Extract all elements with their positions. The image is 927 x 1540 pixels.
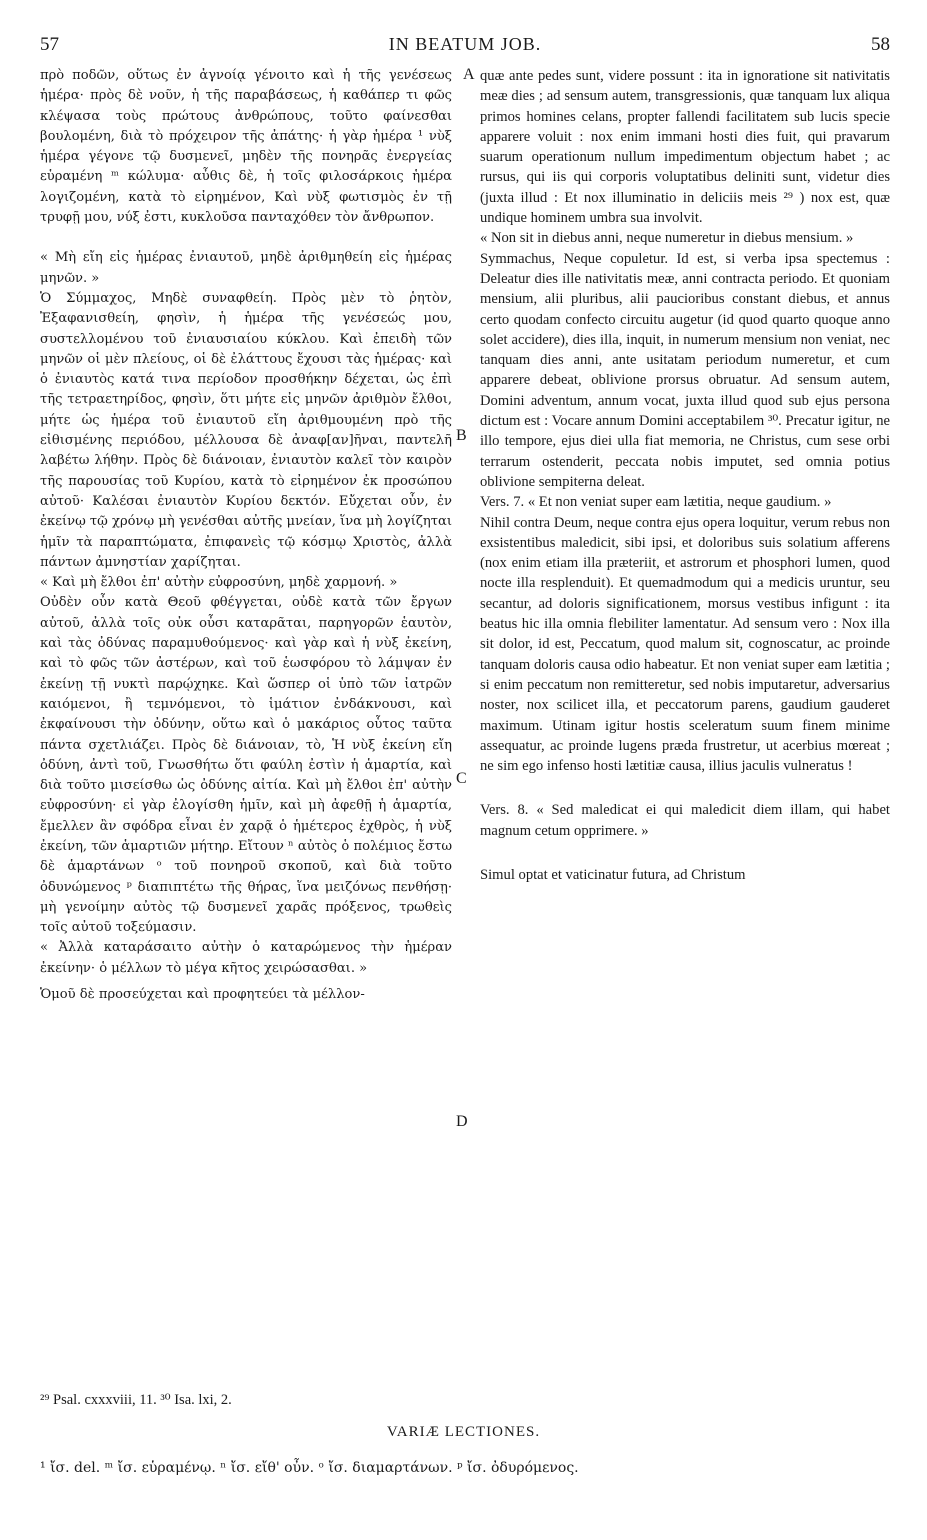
latin-verse-heading: Vers. 8. « Sed maledicat ei qui maledicit diem illam, qui habet magnum cetum opprimere. »: [480, 802, 890, 839]
latin-verse-heading: Vers. 7. « Et non veniat super eam lætitia, neque gaudium. »: [480, 494, 832, 511]
column-marker-d: D: [456, 1113, 468, 1130]
greek-lemma: « Καὶ μὴ ἔλθοι ἐπ' αὐτὴν εὐφροσύνη, μηδὲ χαρμονή. »: [40, 575, 398, 591]
latin-paragraph: Simul optat et vaticinatur futura, ad Christum: [480, 866, 746, 883]
latin-paragraph: quæ ante pedes sunt, videre possunt : ita in ignoratione sit nativitatis meæ dies ; ad sensum autem, transgressionis, quæ tanquam lux aliqua primos homines celans, propter fallendi facilitatem sub lucis specie apparere voluit : nox enim immani hosti dies fuit, qui pravarum suarum operationum nullum impedimentum objectum habet ; ac rursus, qui iis qui corporis voluptatibus deliniti sunt, videtur dies (juxta illud : Et nox illuminatio in deliciis meis ²⁹ ) nox est, quæ undique hominem umbra sua involvit.: [480, 68, 890, 227]
greek-paragraph: Οὐδὲν οὖν κατὰ Θεοῦ φθέγγεται, οὐδὲ κατὰ τῶν ἔργων αὐτοῦ, ἀλλὰ τοῖς οὐκ οὖσι καταρᾶται, παρηγορῶν ἑαυτὸν, καὶ τὰς ὀδύνας παραμυθούμενος· καὶ γὰρ καὶ ἡ νὺξ ἐκείνη, καὶ τὸ φῶς τῶν ἀστέρων, καὶ τοῦ ἑωσφόρου τὸ λάμψαν ἐν ἐκείνῃ τῇ νυκτὶ παρῴχηκε. Καὶ ὥσπερ οἱ ὑπὸ τῶν ἰατρῶν καιόμενοι, ἢ τεμνόμενοι, τὸ ἱμάτιον ἐνδάκνουσι, καὶ ἐκφαίνουσι τὴν ὀδύνην, οὕτω καὶ ὁ μακάριος οὗτος ταῦτα πάντα σχετλιάζει. Πρὸς δὲ διάνοιαν, τὸ, Ἡ νὺξ ἐκείνη εἴη ὀδύνη, ἀντὶ τοῦ, Γνωσθήτω ὅτι φαύλη ἐστὶν ἡ ἁμαρτία, καὶ διὰ τοῦτο μισείσθω ὡς ὀδύνης αἰτία. Καὶ μὴ ἔλθοι ἐπ' αὐτὴν εὐφροσύνη· εἰ γὰρ ἐλογίσθη ἡμῖν, καὶ μὴ ἀφεθῇ ἡ ἁμαρτία, ἔμελλεν ἂν σφόδρα εἶναι ἐν χαρᾷ ὁ ἡμέτερος ἐχθρὸς, ἡ νὺξ ἐκείνη, τῶν ἁμαρτιῶν μήτηρ. Εἴτουν ⁿ αὐτὸς ὁ πολέμιος ἔστω δὲ ἁμαρτάνων ᵒ τοῦ πονηροῦ σκοποῦ, καὶ διὰ τοῦτο ὀδυνώμενος ᵖ διαπιπτέτω τῆς θήρας, ἵνα μειζόνως πενθήσῃ· μὴ γενοίμην αὐτὸς τῷ δυσμενεῖ χαρᾶς πρόξενος, τρωθεὶς τοῖς αὐτοῦ τοξεύμασιν.: [40, 595, 452, 936]
greek-lemma: « Μὴ εἴη εἰς ἡμέρας ἐνιαυτοῦ, μηδὲ ἀριθμηθείη εἰς ἡμέρας μηνῶν. »: [40, 250, 452, 286]
latin-paragraph: Symmachus, Neque copuletur. Id est, si verba ipsa spectemus : Deleatur dies ille nativitatis meæ, anni contracta periodo. Et quoniam mensium, alii pluribus, alii paucioribus constant diebus, et annus certo quodam confecto circuitu augetur (id quod quarto quoque anno solet accidere), dies illa, inquit, in numerum mensium non veniat, nec tanquam dies anni, ante usitatam periodum numeretur, et cum apparere debeat, oblivione prorsus obruatur. Ad sensum autem, Domini adventum, annum vocat, juxta illud quod sub ejus persona dictum est : Vocare annum Domini acceptabilem ³⁰. Precatur igitur, ne illo tempore, ejus diei ulla fiat memoria, ne Christus, cum sese orbi terrarum ostenderit, peccata nobis imputet, sed omnia potius oblivione sempiterna deleat.: [480, 250, 890, 490]
varia-lectiones-title: VARIÆ LECTIONES.: [386, 1424, 541, 1440]
latin-paragraph: Nihil contra Deum, neque contra ejus opera loquitur, verum rebus non exsistentibus maledicit, sibi ipsi, et doloribus suis solatium afferens (nox enim etiam illa præteriit, et astrorum et phosphori lumen, quod nocte illa resplenduit). Et quemadmodum qui a medicis uruntur, seu secantur, ad doloris significationem, morsus vestibus infigunt : ita beatus hic illa omnia flebiliter lamentatur. Ad sensum vero : Nox illa sit dolor, id est, Peccatum, quod malum sit, cognoscatur, ac proinde tanquam doloris causa odio habeatur. Et non veniat super eam lætitia ; si enim peccatum non remitteretur, sed nobis imputaretur, adversarius noster, nox scilicet illa, et peccatorum parens, gaudium gauderet maximum. Utinam igitur hostis sceleratum suum finem minime assequatur, ac proinde lugens præda frustretur, ut acerbius mœreat ; ne sim ego infenso hosti lætitiæ causa, illius jaculis vulneratus !: [480, 514, 890, 775]
page-header: [40, 34, 890, 60]
running-title: IN BEATUM JOB.: [388, 34, 542, 54]
latin-column: [480, 66, 890, 885]
latin-lemma: « Non sit in diebus anni, neque numeretur in diebus mensium. »: [480, 230, 854, 247]
greek-paragraph: Ὁ Σύμμαχος, Μηδὲ συναφθείη. Πρὸς μὲν τὸ ῥητὸν, Ἐξαφανισθείη, φησὶν, ἡ ἡμέρα τῆς γενέσεώς μου, συστελλομένου τοῦ ἐνιαυσιαίου κύκλου. Καὶ ἐπειδὴ τῶν μηνῶν οἱ μὲν πλείους, οἱ δὲ ἐλάττους ἔχουσι τὰς ἡμέρας· καὶ ὁ ἐνιαυτὸς κατά τινα περίοδον προσθήκην δέχεται, ὡς ἐπὶ τῆς τετραετηρίδος, φησὶν, ὅτι μήτε εἰς μηνῶν ἀριθμὸν ἔλθοι, μήτε ὡς ἡμέρα τοῦ ἐνιαυτοῦ εἴη ἀριθμουμένη πρὸ τῆς εἰθισμένης περιόδου, μέλλουσα δὲ ἀναφ[αν]ῆναι, παντελῆ λαβέτω λήθην. Πρὸς δὲ διάνοιαν, ἐνιαυτὸν καλεῖ τὸν καιρὸν τῆς παρουσίας τοῦ Κυρίου, κατὰ τὸ εἰρημένον ἐκ προσώπου αὐτοῦ· Καλέσαι ἐνιαυτὸν Κυρίου δεκτόν. Εὔχεται οὖν, ἐν ἐκείνῳ τῷ χρόνῳ μὴ γενέσθαι αὐτῆς μνείαν, ἵνα μὴ λογίζηται ἡμῖν τὰ παραπτώματα, ἐπιφανεὶς τῷ κόσμῳ Χριστὸς, ἀλλὰ πάντων ἀμνηστίαν χαρίζηται.: [40, 290, 452, 570]
page-number-left: 57: [40, 34, 59, 55]
column-marker-b: B: [456, 427, 467, 444]
footnotes: ²⁹ Psal. cxxxviii, 11. ³⁰ Isa. lxi, 2.: [40, 1392, 232, 1408]
greek-lemma: « Ἀλλὰ καταράσαιτο αὐτὴν ὁ καταρώμενος τὴν ἡμέραν ἐκείνην· ὁ μέλλων τὸ μέγα κῆτος χειρώσασθαι. »: [40, 940, 452, 976]
greek-paragraph: Ὁμοῦ δὲ προσεύχεται καὶ προφητεύει τὰ μέλλον-: [40, 987, 365, 1003]
varia-lectiones: ¹ ἴσ. del. ᵐ ἴσ. εὑραμένῳ. ⁿ ἴσ. εἴθ' οὖν. ᵒ ἴσ. διαμαρτάνων. ᵖ ἴσ. ὀδυρόμενος.: [40, 1460, 579, 1476]
column-marker-a: A: [463, 66, 475, 83]
greek-paragraph: πρὸ ποδῶν, οὕτως ἐν ἀγνοίᾳ γένοιτο καὶ ἡ τῆς γενέσεως ἡμέρα· πρὸς δὲ νοῦν, ἡ τῆς παραβάσεως, ἡ καθάπερ τι φῶς κλέψασα τοὺς πρώτους ἀνθρώπους, τοῦτο φαίνεσθαι βουλομένη, διὰ τὸ πρόχειρον τῆς ἀπάτης· ἡ γὰρ ἡμέρα ¹ νὺξ ἡμέρα γέγονε τῷ δυσμενεῖ, μηδὲν τῆς πονηρᾶς ἐνεργείας εὑραμένη ᵐ κώλυμα· αὖθις δὲ, ἡ τοῖς φιλοσάρκοις ἡμέρα λογιζομένη, κατὰ τὸ εἰρημένον, Καὶ νὺξ φωτισμὸς ἐν τῇ τρυφῇ μου, νύξ ἐστι, κυκλοῦσα πανταχόθεν τὸν ἄνθρωπον.: [40, 68, 452, 226]
column-marker-c: C: [456, 770, 467, 787]
greek-column: [40, 66, 452, 1005]
page-number-right: 58: [871, 34, 890, 55]
